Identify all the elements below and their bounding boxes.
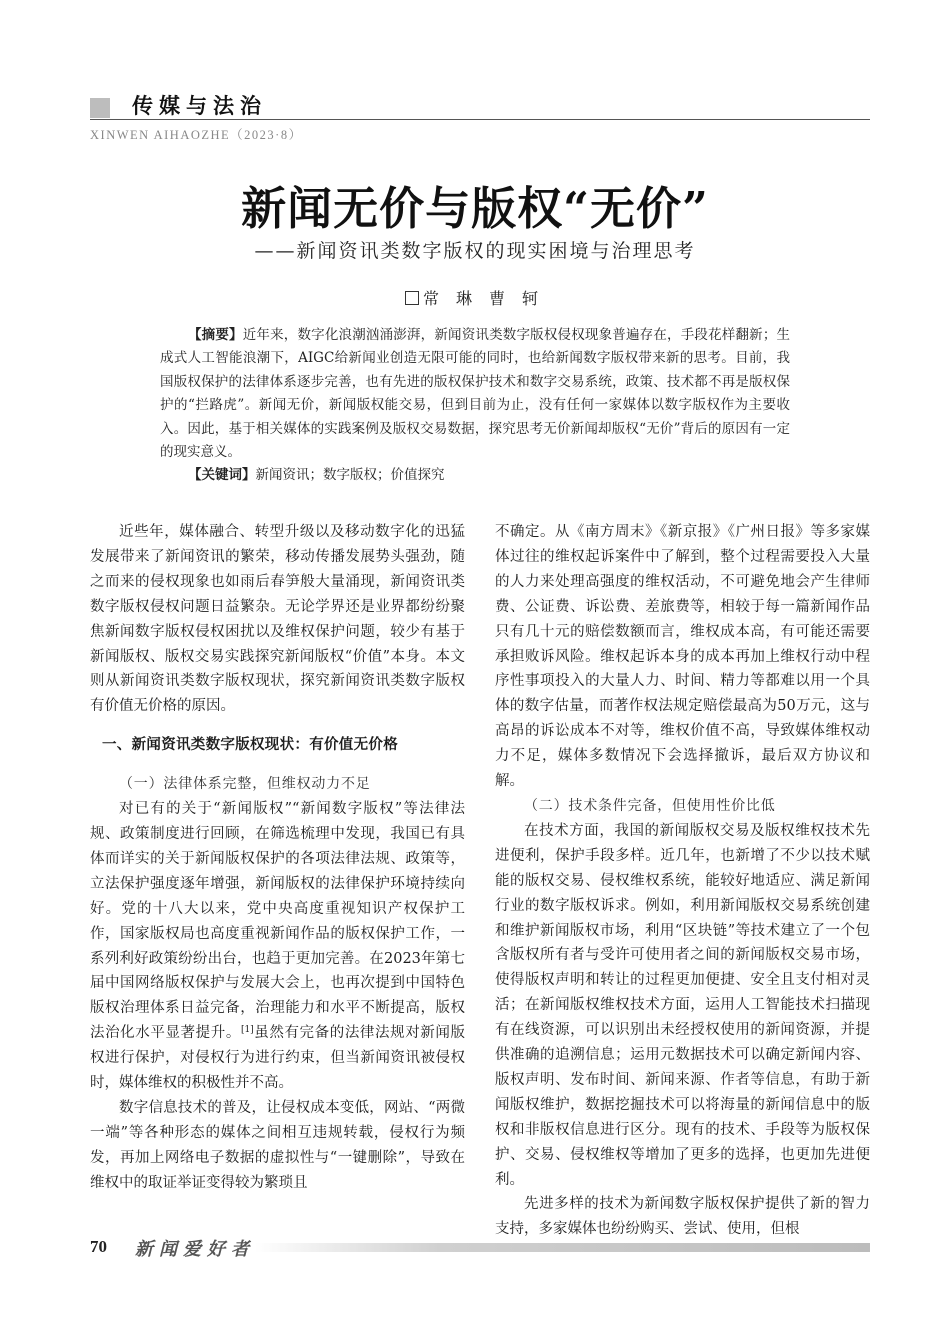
intro-paragraph: 近些年，媒体融合、转型升级以及移动数字化的迅猛发展带来了新闻资讯的繁荣，移动传播发展势头强劲，随之而来的侵权现象也如雨后春笋般大量涌现，新闻资讯类数字版权侵权问题日益繁杂。无论学界还是业界都纷纷聚焦新闻数字版权侵权困扰以及维权保护问题，较少有基于新闻版权、版权交易实践探究新闻版权“价值”本身。本文则从新闻资讯类数字版权现状，探究新闻资讯类数字版权有价值无价格的原因。 — [90, 524, 465, 715]
abstract-block — [160, 324, 790, 488]
section-heading: 一、新闻资讯类数字版权现状：有价值无价格 — [102, 737, 398, 754]
paragraph-text: 虽然有完备的法律法规对新闻版权进行保护，对侵权行为进行约束，但当新闻资讯被侵权时，媒体维权的积极性并不高。 — [90, 1025, 465, 1092]
issue-line: XINWEN AIHAOZHE（2023·8） — [90, 128, 303, 142]
column-title: 传媒与法治 — [132, 94, 267, 118]
keywords-text: 新闻资讯；数字版权；价值探究 — [255, 467, 445, 484]
article-subtitle: ——新闻资讯类数字版权的现实困境与治理思考 — [254, 240, 696, 262]
author-line — [405, 286, 555, 309]
body-paragraph: 在技术方面，我国的新闻版权交易及版权维权技术先进便利，保护手段多样。近几年，也新增了不少以技术赋能的版权交易、侵权维权系统，能较好地适应、满足新闻行业的数字版权诉求。例如，利用新闻版权交易系统创建和维护新闻版权市场，利用“区块链”等技术建立了一个包含版权所有者与受许可使用者之间的新闻版权交易市场，使得版权声明和转让的过程更加便捷、安全且支付相对灵活；在新闻版权维权技术方面，运用人工智能技术扫描现有在线资源，可以识别出未经授权使用的新闻资源，并提供准确的追溯信息；运用元数据技术可以确定新闻内容、版权声明、发布时间、新闻来源、作者等信息，有助于新闻版权维护，数据挖掘技术可以将海量的新闻信息中的版权和非版权信息进行区分。现有的技术、手段等为版权保护、交易、侵权维权等增加了更多的选择，也更加先进便利。 — [495, 822, 870, 1188]
abstract-paragraph — [160, 324, 790, 464]
body-paragraph-continued: 不确定。从《南方周末》《新京报》《广州日报》等多家媒体过往的维权起诉案件中了解到，整个过程需要投入大量的人力来处理高强度的维权活动，不可避免地会产生律师费、公证费、诉讼费、差旅费等，相较于每一篇新闻作品只有几十元的赔偿数额而言，维权成本高，有可能还需要承担败诉风险。维权起诉本身的成本再加上维权行动中程序性事项投入的大量人力、时间、精力等都难以用一个具体的数字估量，而著作权法规定赔偿最高为50万元，这与高昂的诉讼成本不对等，维权价值不高，导致媒体维权动力不足，媒体多数情况下会选择撤诉，最后双方协议和解。 — [495, 524, 870, 790]
paragraph-text: 对已有的关于“新闻版权”“新闻数字版权”等法律法规、政策制度进行回顾，在筛选梳理中发现，我国已有具体而详实的关于新闻版权保护的各项法律法规、政策等，立法保护强度逐年增强，新闻版权的法律保护环境持续向好。党的十八大以来，党中央高度重视知识产权保护工作，国家版权局也高度重视新闻作品的版权保护工作，一系列利好政策纷纷出台，也趋于更加完善。在2023年第七届中国网络版权保护与发展大会上，也再次提到中国特色版权治理体系日益完备，治理能力和水平不断提高，版权法治化水平显著提升。 — [90, 801, 465, 1042]
article-title: 新闻无价与版权“无价” — [241, 182, 709, 235]
body-column-right — [495, 520, 870, 1242]
page-number: 70 — [90, 1237, 107, 1256]
abstract-label: 【摘要】 — [188, 327, 243, 343]
keywords-paragraph — [160, 464, 790, 487]
body-paragraph — [90, 797, 465, 1096]
author-box-icon — [405, 291, 419, 305]
header-rule — [90, 119, 870, 120]
footer-gradient-bar — [255, 1243, 870, 1252]
body-paragraph: 数字信息技术的普及，让侵权成本变低，网站、“两微一端”等各种形态的媒体之间相互违规转载，侵权行为频发，再加上网络电子数据的虚拟性与“一键删除”，导致在维权中的取证举证变得较为繁琐且 — [90, 1099, 465, 1191]
abstract-text: 近年来，数字化浪潮汹涌澎湃，新闻资讯类数字版权侵权现象普遍存在，手段花样翻新；生成式人工智能浪潮下，AIGC给新闻业创造无限可能的同时，也给新闻数字版权带来新的思考。目前，我国版权保护的法律体系逐步完善，也有先进的版权保护技术和数字交易系统，政策、技术都不再是版权保护的“拦路虎”。新闻无价，新闻版权能交易，但到目前为止，没有任何一家媒体以数字版权作为主要收入。因此，基于相关媒体的实践案例及版权交易数据，探究思考无价新闻却版权“无价”背后的原因有一定的现实意义。 — [160, 327, 791, 461]
subsection-heading: （二）技术条件完备，但使用性价比低 — [524, 797, 776, 814]
subsection-heading: （一）法律体系完整，但维权动力不足 — [119, 776, 371, 793]
body-column-left — [90, 520, 465, 1196]
author-names: 常琳曹轲 — [423, 289, 556, 308]
keywords-label: 【关键词】 — [188, 467, 256, 484]
journal-name: 新闻爱好者 — [135, 1239, 255, 1260]
citation-ref: [1] — [240, 1025, 254, 1036]
body-paragraph: 先进多样的技术为新闻数字版权保护提供了新的智力支持，多家媒体也纷纷购买、尝试、使用，但根 — [495, 1196, 870, 1238]
header-square-mark — [90, 98, 110, 118]
